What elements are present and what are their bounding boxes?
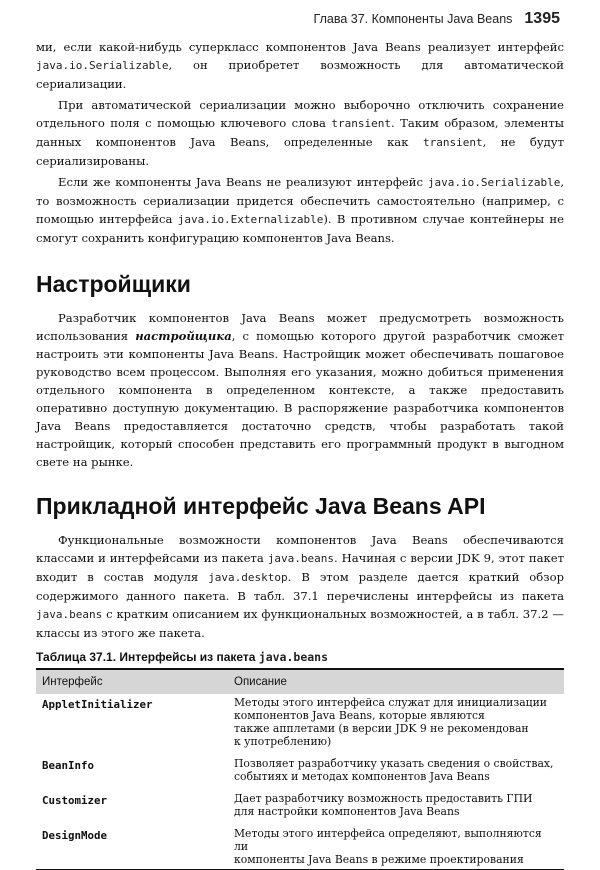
text-run: . Начиная с версии JDK 9, этот пакет входит в состав модуля [36, 551, 564, 584]
interface-name: BeanInfo [42, 759, 95, 772]
interface-description [228, 786, 564, 821]
table-row [36, 786, 564, 821]
text-run: Разработчик компонентов Java Beans может предусмотреть возможность использования [36, 311, 564, 343]
paragraph-customizers [36, 309, 564, 471]
text-run: . Таким образом, элементы данных компонентов Java Beans, определенные как [36, 116, 564, 149]
interface-description [228, 821, 564, 870]
text-run: При автоматической сериализации можно выборочно отключить сохранение отдельного поля с помощью ключевого слова [36, 98, 564, 130]
caption-text: Таблица 37.1. Интерфейсы из пакета [36, 650, 259, 664]
page-body [36, 38, 564, 870]
table-header-row [36, 669, 564, 694]
description-line: компонентов Java Beans, которые являются [234, 709, 485, 722]
text-run: ). В противном случае контейнеры не смогут сохранить конфигурацию компонентов Java Beans. [36, 212, 565, 245]
text-run: с кратким описанием их функциональных возможностей, а в табл. 37.2 — классы из этого же пакета. [36, 607, 564, 640]
code-java-beans: java.beans [267, 552, 334, 565]
code-java-beans: java.beans [36, 608, 103, 621]
emphasis-term: настройщика [135, 329, 232, 343]
text-run: , он приобретет возможность для автоматической сериализации. [36, 58, 564, 91]
paragraph-api [36, 531, 564, 642]
table-row [36, 751, 564, 786]
text-run: , с помощью которого другой разработчик сможет настроить эти компоненты Java Beans. Настройщик может обеспечивать пошаговое руководство всем процессом. Выполняя его указания, можно добиться применения отдельного компонента в определенном контексте, а также предоставить оперативно доступную документацию. В распоряжение разработчика компонентов Java Beans предоставляется достаточно средств, чтобы разработать такой настройщик, который способен представить его программный продукт в выгодном свете на рынке. [36, 329, 564, 469]
description-line: Методы этого интерфейса определяют, выполняются ли [234, 827, 542, 853]
table-row [36, 821, 564, 870]
text-run: ми, если какой-нибудь суперкласс компонентов Java Beans реализует интерфейс [36, 40, 564, 54]
description-line: к употреблению) [234, 735, 332, 748]
heading-java-beans-api: Прикладной интерфейс Java Beans API [36, 493, 486, 519]
caption-code: java.beans [258, 650, 329, 664]
code-transient: transient [331, 117, 392, 130]
paragraph-externalizable [36, 173, 564, 247]
interfaces-table [36, 668, 564, 870]
code-java-desktop: java.desktop [208, 571, 288, 584]
description-line: компоненты Java Beans в режиме проектирования [234, 853, 524, 866]
interface-description [228, 751, 564, 786]
text-run: Если же компоненты Java Beans не реализуют интерфейс [58, 175, 428, 189]
page-number: 1395 [524, 10, 560, 27]
heading-customizers: Настройщики [36, 271, 191, 297]
column-header-description: Описание [228, 669, 564, 694]
running-header [314, 10, 561, 28]
interface-name: Customizer [42, 794, 108, 807]
interface-name: AppletInitializer [42, 698, 153, 711]
text-run: , не будут сериализированы. [36, 135, 564, 168]
text-run: , то возможность сериализации придется обеспечить самостоятельно (например, с помощью интерфейса [36, 175, 564, 226]
description-line: Дает разработчику возможность предоставить ГПИ [234, 792, 533, 805]
interface-name: DesignMode [36, 821, 228, 870]
text-run: Функциональные возможности компонентов Java Beans обеспечиваются классами и интерфейсами из пакета [36, 533, 564, 565]
chapter-title: Глава 37. Компоненты Java Beans [313, 12, 513, 26]
code-serializable: java.io.Serializable [36, 59, 169, 72]
column-header-interface: Интерфейс [36, 669, 228, 694]
table-row [36, 694, 564, 751]
description-line: также апплетами (в версии JDK 9 не рекомендован [234, 722, 529, 735]
code-externalizable: java.io.Externalizable [177, 213, 324, 226]
text-run: . В этом разделе дается краткий обзор содержимого данного пакета. В табл. 37.1 перечислены интерфейсы из пакета [36, 570, 564, 603]
code-transient: transient [422, 136, 483, 149]
table-caption [36, 649, 564, 665]
description-line: для настройки компонентов Java Beans [234, 805, 460, 818]
description-line: Методы этого интерфейса служат для инициализации [234, 696, 547, 709]
description-line: событиях и методах компонентов Java Beans [234, 770, 490, 783]
paragraph-transient [36, 96, 564, 170]
paragraph-serializable [36, 38, 564, 93]
description-line: Позволяет разработчику указать сведения о свойствах, [234, 757, 554, 770]
interface-description [228, 694, 564, 751]
code-serializable: java.io.Serializable [427, 176, 561, 189]
